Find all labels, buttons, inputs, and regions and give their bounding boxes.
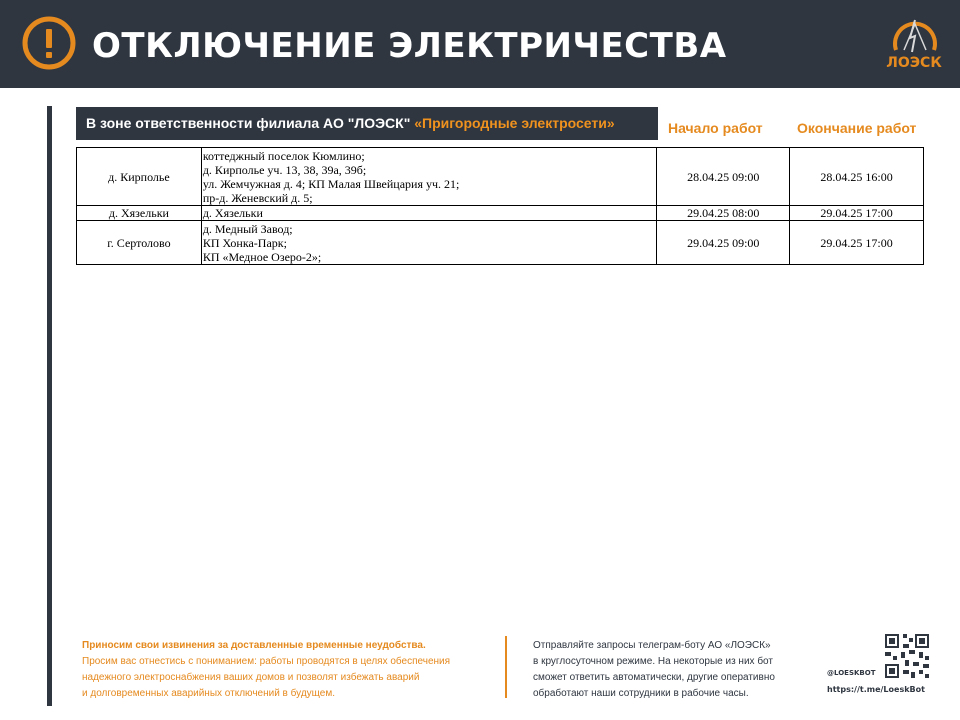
end-time-cell: 29.04.25 17:00	[790, 206, 924, 221]
end-time-cell: 28.04.25 16:00	[790, 148, 924, 206]
table-row	[77, 206, 924, 221]
start-time-cell: 29.04.25 08:00	[657, 206, 790, 221]
address-line: ул. Жемчужная д. 4; КП Малая Швейцария уч. 21;	[202, 176, 460, 191]
end-column-header: Окончание работ	[797, 120, 917, 136]
location-cell: д. Хязельки	[77, 206, 202, 221]
table-row	[77, 221, 924, 265]
apology-note	[82, 638, 492, 702]
exclamation-circle-icon	[21, 15, 77, 71]
address-line: коттеджный поселок Кюмлино;	[202, 148, 365, 163]
apology-line: надежного электроснабжения ваших домов и позволят избежать аварий	[82, 672, 420, 683]
side-accent-bar	[47, 106, 52, 706]
location-cell: д. Кирполье	[77, 148, 202, 206]
address-cell	[201, 148, 657, 206]
apology-title: Приносим свои извинения за доставленные временные неудобства.	[82, 640, 426, 651]
bot-line: обработают наши сотрудники в рабочие часы.	[533, 688, 749, 699]
apology-line: Просим вас отнестись с пониманием: работы проводятся в целях обеспечения	[82, 656, 451, 667]
address-line: пр-д. Женевский д. 5;	[202, 190, 313, 205]
zone-header	[76, 107, 658, 140]
bot-link[interactable]: https://t.me/LoeskBot	[827, 685, 925, 694]
page-title: ОТКЛЮЧЕНИЕ ЭЛЕКТРИЧЕСТВА	[92, 26, 727, 66]
logo-text: ЛОЭСК	[886, 55, 942, 71]
bot-line: сможет ответить автоматически, другие оперативно	[533, 672, 775, 683]
zone-label: В зоне ответственности филиала АО "ЛОЭСК"	[86, 115, 411, 131]
start-time-cell: 28.04.25 09:00	[657, 148, 790, 206]
bot-handle: @LOESKBOT	[827, 669, 876, 677]
address-line: д. Кирполье уч. 13, 38, 39а, 39б;	[202, 162, 367, 177]
bot-line: в круглосуточном режиме. На некоторые из них бот	[533, 656, 773, 667]
address-line: КП Хонка-Парк;	[202, 235, 287, 250]
start-column-header: Начало работ	[668, 120, 763, 136]
address-cell	[201, 206, 657, 221]
table-row	[77, 148, 924, 206]
apology-line: и долговременных аварийных отключений в будущем.	[82, 688, 335, 699]
end-time-cell: 29.04.25 17:00	[790, 221, 924, 265]
lightning-logo-icon	[884, 12, 946, 56]
location-cell: г. Сертолово	[77, 221, 202, 265]
address-line: д. Хязельки	[202, 206, 263, 220]
address-line: КП «Медное Озеро-2»;	[202, 249, 322, 264]
zone-branch: «Пригородные электросети»	[414, 115, 615, 131]
loesk-logo	[884, 12, 946, 78]
start-time-cell: 29.04.25 09:00	[657, 221, 790, 265]
qr-code-icon[interactable]	[883, 632, 931, 680]
address-cell	[201, 221, 657, 265]
address-line: д. Медный Завод;	[202, 221, 293, 236]
bot-line: Отправляйте запросы телеграм-боту АО «ЛОЭСК»	[533, 640, 771, 651]
header-bar	[0, 0, 960, 88]
footer-divider	[505, 636, 507, 698]
outage-table	[76, 147, 924, 265]
bot-note	[533, 638, 823, 702]
